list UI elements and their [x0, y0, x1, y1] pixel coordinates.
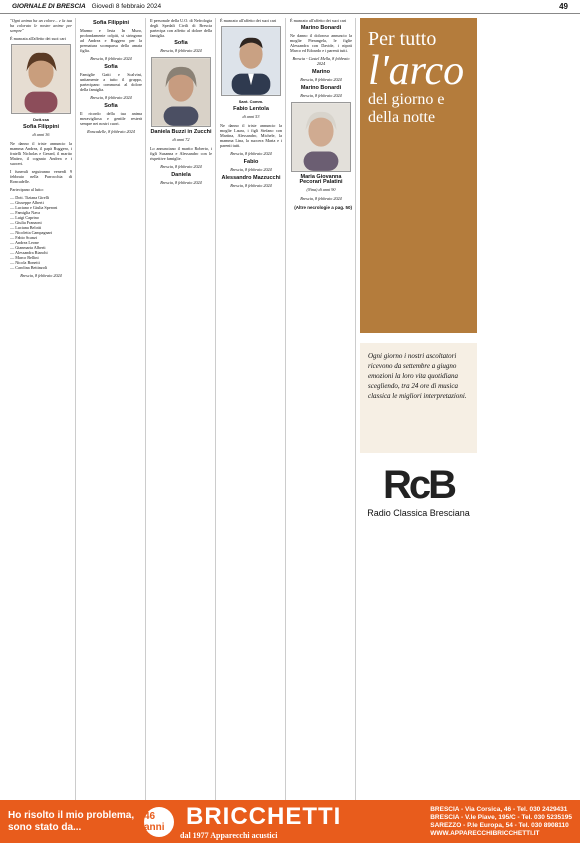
participant: — Giuseppe Alberti — [10, 200, 72, 205]
obit-age: di anni 72 — [172, 137, 190, 142]
obit-name: Sofia — [174, 40, 188, 46]
obit-name: Daniela — [171, 172, 191, 178]
participant: — Fabio Scanzi — [10, 235, 72, 240]
obit-city: Brescia, 8 febbraio 2024 — [160, 48, 202, 53]
page-number: 49 — [559, 2, 568, 11]
obit-city: Brescia, 8 febbraio 2024 — [160, 180, 202, 185]
portrait-image — [152, 58, 210, 126]
obit-name: Marino Bonardi — [300, 25, 342, 31]
participant: — Luciano e Giulia Speroni — [10, 205, 72, 210]
obituaries-page — [10, 18, 570, 800]
obit-name: Fabio Lentola — [233, 106, 269, 112]
column-4 — [220, 18, 286, 800]
page-header — [0, 0, 580, 14]
obit-city: Brescia, 8 febbraio 2024 — [230, 183, 272, 188]
participant: — Gianmaria Alberti — [10, 245, 72, 250]
obit-text: Famiglie Gatti e Scalvini, unitamente a tutto il gruppo, partecipano commossi al dolore della famiglia. — [80, 72, 142, 92]
anniversary-badge: 46 anni — [144, 807, 174, 837]
website-link[interactable]: WWW.APPARECCHIBRICCHETTI.IT — [430, 829, 540, 837]
column-1 — [10, 18, 76, 800]
obit-city: Brescia, 8 febbraio 2024 — [90, 56, 132, 61]
ad-headline-2: l'arco — [368, 48, 465, 94]
obit-name: Maria Giovanna Pecorari Palatini — [299, 174, 343, 185]
obit-city: Brescia, 8 febbraio 2024 — [230, 167, 272, 172]
participant: — Carolina Bettinzoli — [10, 265, 72, 270]
obit-name: Marino — [311, 69, 331, 75]
newspaper-name: GIORNALE DI BRESCIA — [12, 3, 86, 10]
participant: — Luciana Belotti — [10, 225, 72, 230]
ad-tagline: Ho risolto il mio problema, sono stato da... — [8, 809, 135, 833]
obit-city: Brescia, 8 febbraio 2024 — [230, 151, 272, 156]
participants-heading: Partecipano al lutto: — [10, 187, 44, 192]
issue-date: Giovedì 8 febbraio 2024 — [91, 3, 162, 10]
obit-text: Il ricordo della tua anima meravigliosa e gentile resterà sempre nei nostri cuori. — [80, 111, 142, 126]
brand-block — [180, 803, 341, 840]
address-line: BRESCIA - Via Corsica, 46 - Tel. 030 2429431 — [430, 805, 568, 813]
address-line: SAREZZO - P.le Europa, 54 - Tel. 030 8908110 — [430, 821, 569, 829]
obit-age: di anni 36 — [32, 132, 50, 137]
obit-city: Brescia, 8 febbraio 2024 — [90, 95, 132, 100]
obit-city: Brescia, 8 febbraio 2024 — [300, 196, 342, 201]
obit-name: Fabio — [243, 159, 259, 165]
participant: — Famiglia Nava — [10, 210, 72, 215]
obit-city: Brescia, 8 febbraio 2024 — [20, 273, 62, 278]
participant: — Luigi Caprino — [10, 215, 72, 220]
obit-name: Alessandro Mazzucchi — [221, 175, 281, 181]
ad-body: Ogni giorno i nostri ascoltatori ricevono da settembre a giugno emozioni la loro vita quotidiana scegliendo, tra 24 ore di musica classica le migliori interpretazioni. — [360, 343, 477, 453]
obit-name: Sofia — [104, 64, 118, 70]
participant: — Andrea Leone — [10, 240, 72, 245]
participant: — Alessandra Bianchi — [10, 250, 72, 255]
column-2 — [80, 18, 146, 800]
obit-intro: È mancato all'affetto dei suoi cari — [290, 18, 347, 23]
obit-city: Brescia, 8 febbraio 2024 — [300, 93, 342, 98]
rcb-logo: RcB — [382, 463, 455, 507]
obit-city: Brescia, 8 febbraio 2024 — [300, 77, 342, 82]
radio-advertisement — [360, 18, 477, 800]
obit-text: Marmo e Iesta In Muro, profondamente colpiti, si stringono ad Andrea e Ruggero per la prematura scomparsa della amata figlia. — [80, 28, 142, 53]
participant: — Marco Bellini — [10, 255, 72, 260]
hearing-aid-advertisement[interactable] — [0, 800, 580, 843]
obit-quote: "Ogni anima ha un colore... e la tua ha colorato le nostre anime per sempre" — [10, 18, 72, 33]
obit-age: di anni 53 — [242, 114, 260, 119]
participants-list — [10, 195, 72, 270]
portrait-image — [292, 103, 350, 171]
portrait-photo — [291, 102, 351, 172]
obit-intro: È mancato all'affetto dei suoi cari — [220, 18, 277, 23]
ad-headline-3: del giorno e della notte — [368, 91, 445, 126]
brand-subtitle: dal 1977 Apparecchi acustici — [180, 831, 278, 840]
participant: — Giulia Franzoni — [10, 220, 72, 225]
obit-name: Sofia — [104, 103, 118, 109]
ad-headline-1: Per tutto — [368, 28, 437, 50]
portrait-image — [12, 45, 70, 113]
obit-city: Roncadelle, 8 febbraio 2024 — [87, 129, 135, 134]
column-3 — [150, 18, 216, 800]
portrait-photo — [151, 57, 211, 127]
obit-name: Sofia Filippini — [92, 20, 130, 26]
arco-banner — [360, 18, 477, 333]
obit-title: Dott.ssa — [33, 117, 49, 122]
obit-text: Il personale della U.O. di Nefrologia degli Spedali Civili di Brescia partecipa con affetto al dolore della famiglia. — [150, 18, 212, 38]
participant: — Dott. Tiziana Girelli — [10, 195, 72, 200]
obit-intro: È mancata all'affetto dei suoi cari — [10, 36, 66, 41]
obit-text: I funerali seguiranno venerdì 9 febbraio nella Parrocchia di Roncadelle. — [10, 169, 72, 184]
obit-city: Brescia - Castel Mella, 8 febbraio 2024 — [292, 56, 350, 66]
portrait-photo — [11, 44, 71, 114]
more-obituaries-note: (Altre necrologie a pag. 50) — [294, 205, 352, 210]
portrait-image — [222, 27, 280, 95]
obit-name: Marino Bonardi — [300, 85, 342, 91]
obit-text: Ne danno il triste annuncio la moglie Laura, i figli Stefano con Martina, Alessandro, Michele, la mamma Lina, la suocera Maria e i parenti tutti. — [220, 123, 282, 148]
obit-age: (Nina) di anni 90 — [306, 187, 336, 192]
obit-text: Ne danno il triste annuncio la mamma Andrea, il papà Ruggero, i fratelli Nicholas e Gerard, il marito Matteo, il cognato Andrea e i suoceri. — [10, 141, 72, 166]
brand-name: BRICCHETTI — [186, 803, 342, 830]
obit-name: Daniela Buzzi in Zucchi — [150, 129, 212, 135]
participant: — Nicoletta Campagnari — [10, 230, 72, 235]
portrait-photo — [221, 26, 281, 96]
participant: — Nicola Bonetti — [10, 260, 72, 265]
column-5 — [290, 18, 356, 800]
store-addresses — [430, 806, 572, 838]
obit-name: Sofia Filippini — [22, 124, 60, 130]
obit-text: Ne danno il doloroso annuncio la moglie Pierangela, le figlie Alessandra con Davide, i nipoti Marco ed Edoardo e i parenti tutti. — [290, 33, 352, 53]
obit-title: Sant. Comm. — [238, 99, 264, 104]
address-line: BRESCIA - V.le Piave, 195/C - Tel. 030 5235195 — [430, 813, 572, 821]
obit-text: Lo annunciano il marito Roberto, i figli Susanna e Alessandro con le rispettive famiglie. — [150, 146, 212, 161]
radio-name: Radio Classica Bresciana — [367, 508, 470, 518]
obit-city: Brescia, 8 febbraio 2024 — [160, 164, 202, 169]
radio-logo-block — [360, 453, 477, 528]
